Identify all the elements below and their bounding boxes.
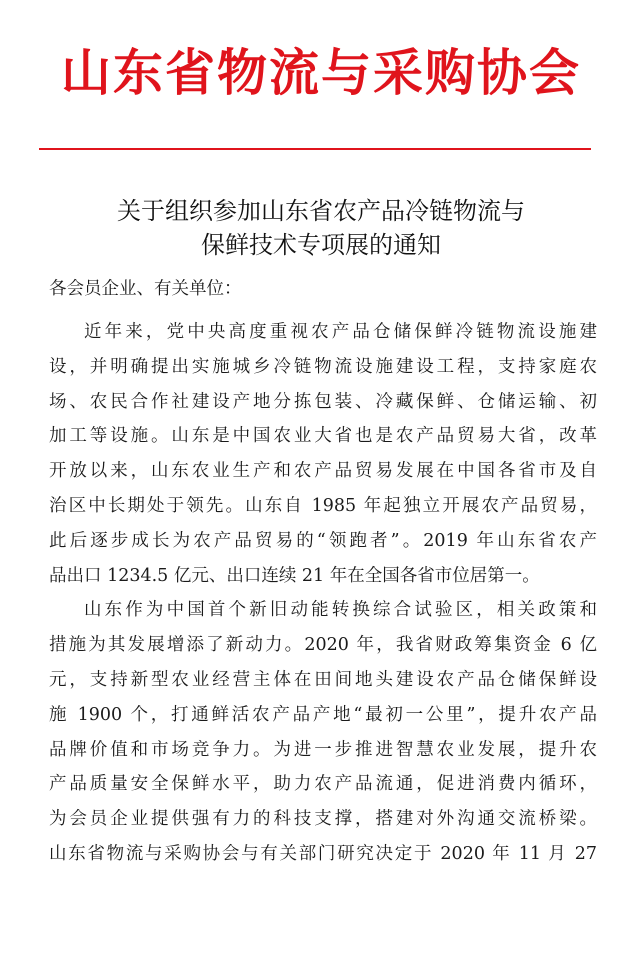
text-line: 开放以来，山东农业生产和农产品贸易发展在中国各省市及自: [49, 461, 597, 482]
text-line: 产品质量安全保鲜水平，助力农产品流通，促进消费内循环，: [49, 774, 597, 795]
text-line: 措施为其发展增添了新动力。2020 年，我省财政筹集资金 6 亿: [49, 635, 597, 656]
text-line: 治区中长期处于领先。山东自 1985 年起独立开展农产品贸易，: [49, 495, 597, 516]
notice-title-line: 关于组织参加山东省农产品冷链物流与: [117, 197, 525, 225]
letterhead-org-name: 山东省物流与采购协会: [61, 43, 581, 102]
text-line: 近年来，党中央高度重视农产品仓储保鲜冷链物流设施建: [84, 322, 597, 342]
paragraph-1: [49, 315, 597, 593]
text-line: 场、农民合作社建设产地分拣包装、冷藏保鲜、仓储运输、初: [49, 391, 597, 412]
notice-title-line: 保鲜技术专项展的通知: [201, 231, 441, 259]
text-line: 品牌价值和市场竞争力。为进一步推进智慧农业发展，提升农: [49, 739, 597, 760]
text-line: 山东作为中国首个新旧动能转换综合试验区，相关政策和: [84, 600, 597, 621]
notice-body: [49, 315, 597, 872]
text-line: 施 1900 个，打通鲜活农产品产地“最初一公里”，提升农产品: [49, 704, 597, 725]
text-line: 此后逐步成长为农产品贸易的“领跑者”。2019 年山东省农产: [49, 530, 597, 551]
text-line: 山东省物流与采购协会与有关部门研究决定于 2020 年 11 月 27: [49, 843, 597, 864]
text-line: 加工等设施。山东是中国农业大省也是农产品贸易大省，改革: [49, 426, 597, 447]
paragraph-2: [49, 593, 597, 871]
text-line: 为会员企业提供强有力的科技支撑，搭建对外沟通交流桥梁。: [49, 809, 597, 830]
text-line: 品出口 1234.5 亿元、出口连续 21 年在全国各省市位居第一。: [49, 565, 540, 586]
text-line: 设，并明确提出实施城乡冷链物流设施建设工程，支持家庭农: [49, 356, 597, 377]
letterhead-divider: [39, 148, 591, 150]
salutation: 各会员企业、有关单位：: [49, 279, 242, 299]
notice-title: [40, 194, 602, 262]
text-line: 元，支持新型农业经营主体在田间地头建设农产品仓储保鲜设: [49, 669, 597, 690]
